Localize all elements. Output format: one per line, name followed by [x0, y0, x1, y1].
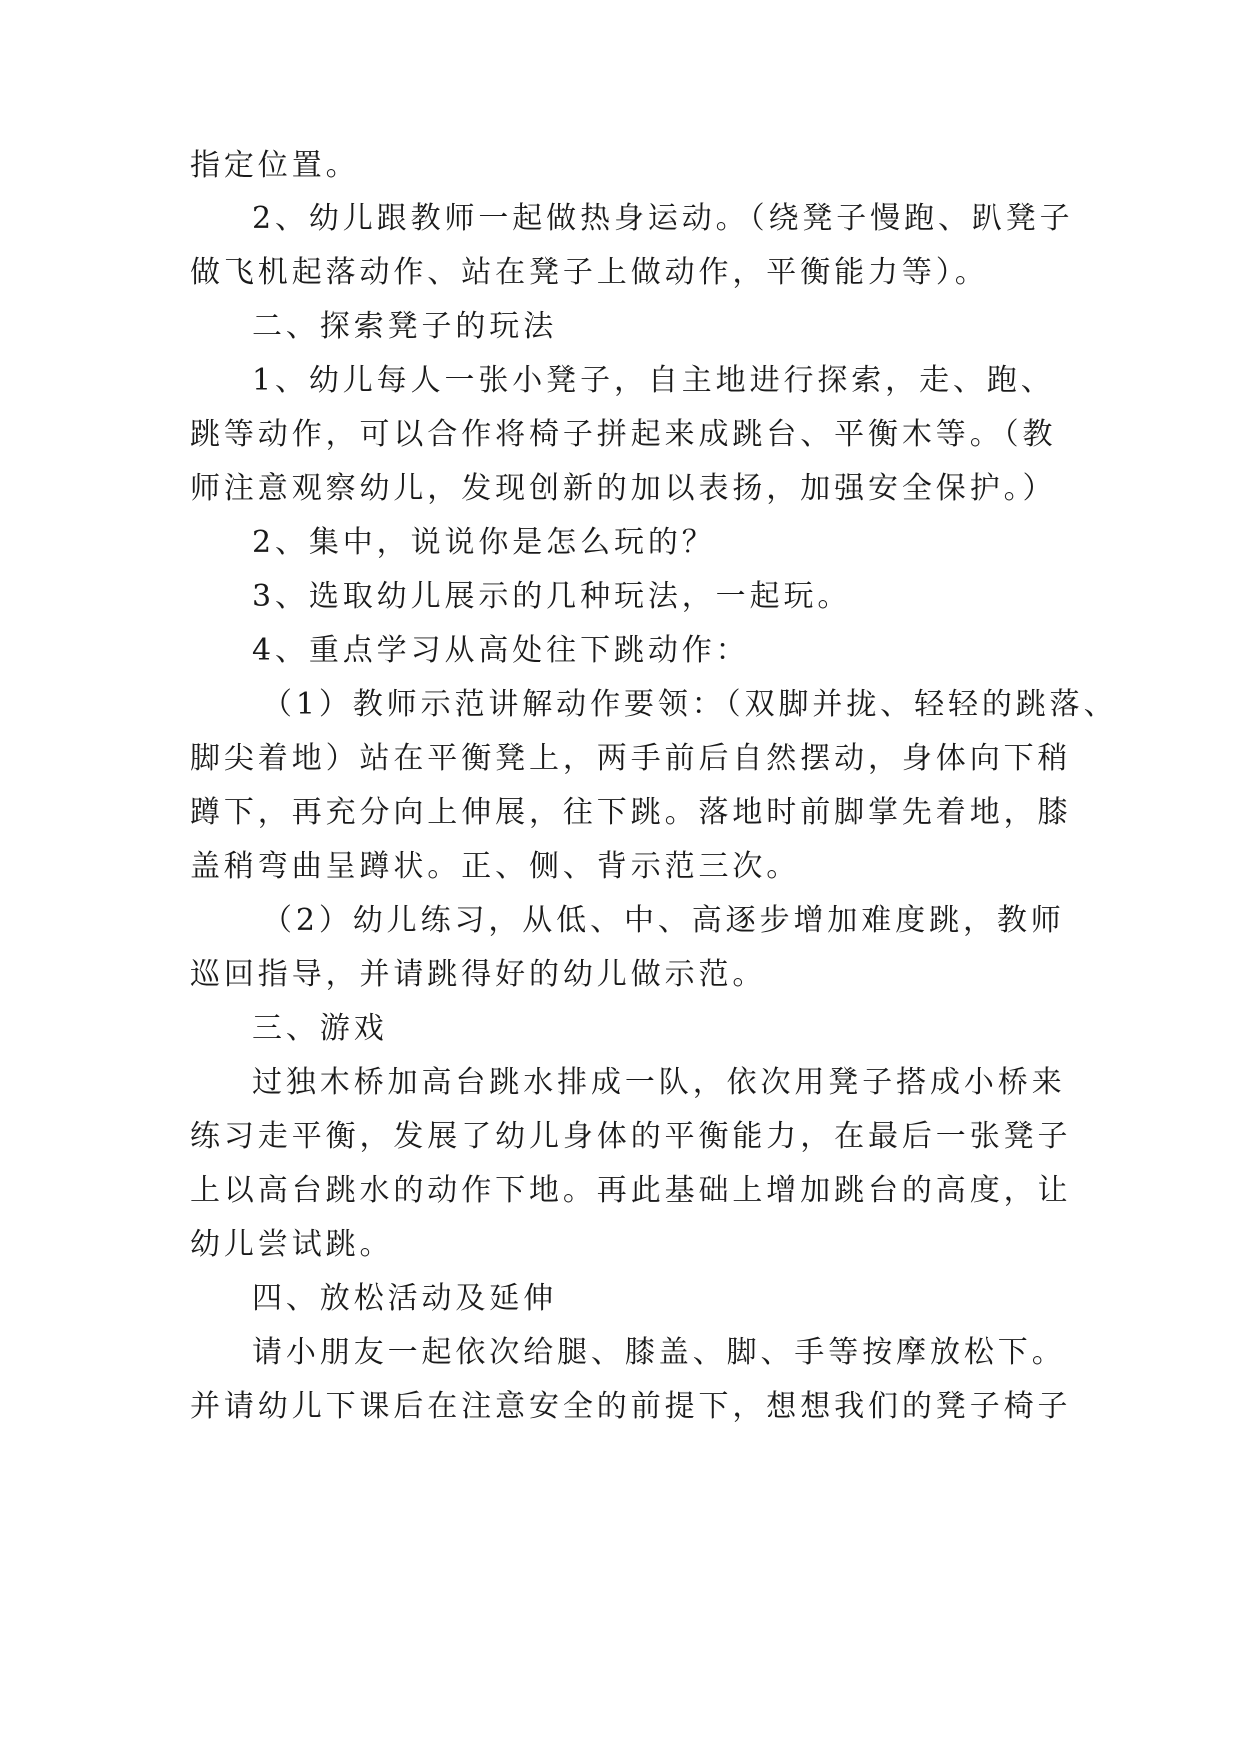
- text-line: 幼儿尝试跳。: [190, 1227, 394, 1262]
- text-line: 指定位置。: [190, 148, 360, 183]
- text-line: （2）幼儿练习，从低、中、高逐步增加难度跳，教师: [262, 903, 1065, 938]
- text-line: 过独木桥加高台跳水排成一队，依次用凳子搭成小桥来: [252, 1065, 1066, 1100]
- text-line: 做飞机起落动作、站在凳子上做动作，平衡能力等）。: [190, 255, 989, 290]
- text-line: 盖稍弯曲呈蹲状。正、侧、背示范三次。: [190, 849, 801, 884]
- text-line: （1）教师示范讲解动作要领：（双脚并拢、轻轻的跳落、: [262, 687, 1118, 722]
- text-line: 练习走平衡，发展了幼儿身体的平衡能力，在最后一张凳子: [190, 1119, 1072, 1154]
- text-line: 2、幼儿跟教师一起做热身运动。（绕凳子慢跑、趴凳子: [252, 201, 1074, 236]
- text-line: 蹲下，再充分向上伸展，往下跳。落地时前脚掌先着地，膝: [190, 795, 1072, 830]
- text-line: 巡回指导，并请跳得好的幼儿做示范。: [190, 957, 767, 992]
- text-line: 师注意观察幼儿，发现创新的加以表扬，加强安全保护。）: [190, 471, 1057, 506]
- text-line: 4、重点学习从高处往下跳动作：: [252, 633, 750, 668]
- text-line: 2、集中，说说你是怎么玩的？: [252, 525, 716, 560]
- text-line: 脚尖着地）站在平衡凳上，两手前后自然摆动，身体向下稍: [190, 741, 1072, 776]
- text-line: 跳等动作，可以合作将椅子拼起来成跳台、平衡木等。（教: [190, 417, 1057, 452]
- text-line: 上以高台跳水的动作下地。再此基础上增加跳台的高度，让: [190, 1173, 1072, 1208]
- text-line: 请小朋友一起依次给腿、膝盖、脚、手等按摩放松下。: [252, 1335, 1066, 1370]
- text-line: 1、幼儿每人一张小凳子，自主地进行探索，走、跑、: [252, 363, 1055, 398]
- section-heading: 三、游戏: [252, 1011, 388, 1046]
- text-line: 并请幼儿下课后在注意安全的前提下，想想我们的凳子椅子: [190, 1389, 1072, 1424]
- section-heading: 四、放松活动及延伸: [252, 1281, 558, 1316]
- section-heading: 二、探索凳子的玩法: [252, 309, 558, 344]
- text-line: 3、选取幼儿展示的几种玩法，一起玩。: [252, 579, 852, 614]
